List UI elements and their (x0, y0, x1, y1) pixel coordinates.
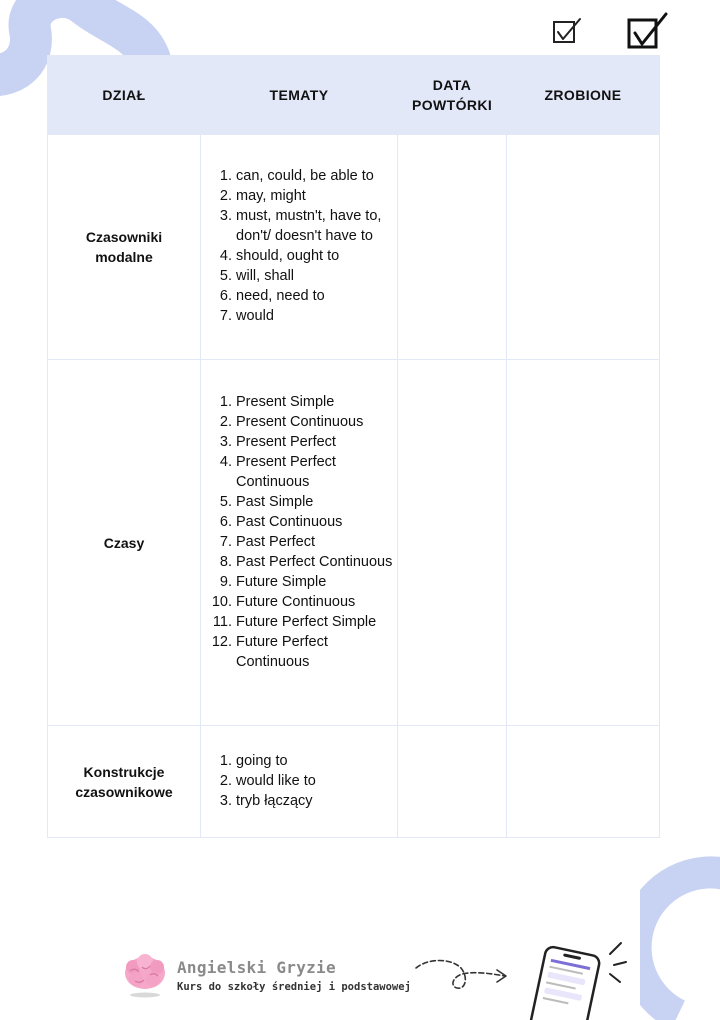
phone-illustration-icon (518, 940, 628, 1020)
table-row (48, 360, 660, 726)
column-header-section: DZIAŁ (48, 56, 201, 135)
topic-list (201, 751, 397, 811)
brand-block (177, 958, 411, 993)
topics-cell (201, 135, 398, 360)
list-item: 12. Future Perfect Continuous (236, 632, 397, 672)
curly-arrow-icon (413, 956, 513, 996)
list-item: 9. Future Simple (236, 572, 397, 592)
list-item: 6. Past Continuous (236, 512, 397, 532)
section-name: Konstrukcje czasownikowe (48, 726, 201, 838)
review-date-cell[interactable] (398, 726, 507, 838)
list-item: 4. should, ought to (236, 246, 397, 266)
list-item: 1. Present Simple (236, 392, 397, 412)
list-item: 2. would like to (236, 771, 397, 791)
column-header-topics: TEMATY (201, 56, 398, 135)
list-item: 6. need, need to (236, 286, 397, 306)
done-cell[interactable] (507, 135, 660, 360)
list-item: 11. Future Perfect Simple (236, 612, 397, 632)
topics-cell (201, 726, 398, 838)
brand-tagline: Kurs do szkoły średniej i podstawowej (177, 981, 411, 993)
list-item: 1. going to (236, 751, 397, 771)
section-name: Czasy (48, 360, 201, 726)
list-item: 2. may, might (236, 186, 397, 206)
arc-decoration (640, 840, 720, 1020)
table-row (48, 726, 660, 838)
list-item: 3. Present Perfect (236, 432, 397, 452)
list-item: 4. Present Perfect Continuous (236, 452, 397, 492)
done-cell[interactable] (507, 726, 660, 838)
topics-cell (201, 360, 398, 726)
checkbox-checked-icon (551, 17, 583, 47)
list-item: 5. Past Simple (236, 492, 397, 512)
table-row (48, 135, 660, 360)
list-item: 10. Future Continuous (236, 592, 397, 612)
done-cell[interactable] (507, 360, 660, 726)
study-plan-table (47, 55, 660, 838)
table-header-row (48, 56, 660, 135)
list-item: 7. Past Perfect (236, 532, 397, 552)
checkbox-checked-icon (626, 11, 670, 51)
column-header-done: ZROBIONE (507, 56, 660, 135)
list-item: 8. Past Perfect Continuous (236, 552, 397, 572)
column-header-review-date: DATA POWTÓRKI (398, 56, 507, 135)
section-name: Czasowniki modalne (48, 135, 201, 360)
list-item: 5. will, shall (236, 266, 397, 286)
topic-list (201, 166, 397, 326)
list-item: 3. tryb łączący (236, 791, 397, 811)
list-item: 7. would (236, 306, 397, 326)
list-item: 3. must, mustn't, have to, don't/ doesn't have to (236, 206, 397, 246)
review-date-cell[interactable] (398, 360, 507, 726)
topic-list (201, 392, 397, 672)
review-date-cell[interactable] (398, 135, 507, 360)
brand-name: Angielski Gryzie (177, 958, 336, 977)
brain-logo-icon (122, 953, 170, 999)
list-item: 2. Present Continuous (236, 412, 397, 432)
list-item: 1. can, could, be able to (236, 166, 397, 186)
